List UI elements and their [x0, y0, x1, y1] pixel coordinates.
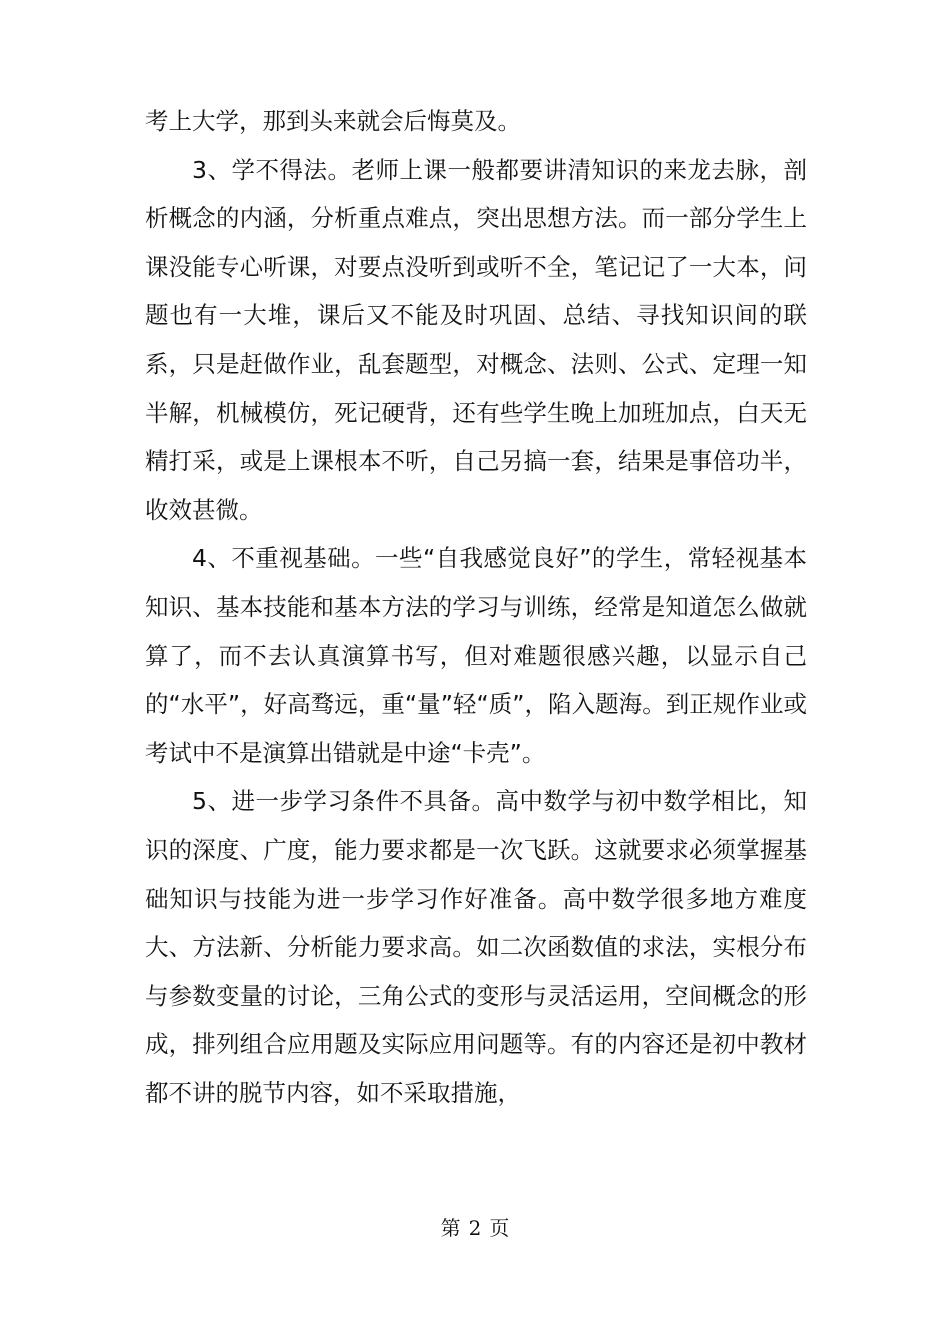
body-text [145, 97, 807, 1117]
page-label-prefix: 第 [440, 1216, 461, 1240]
paragraph-continuation: 考上大学，那到头来就会后悔莫及。 [145, 107, 521, 135]
paragraph-point-3: 3、学不得法。老师上课一般都要讲清知识的来龙去脉，剖析概念的内涵，分析重点难点，突出思想方法。而一部分学生上课没能专心听课，对要点没听到或听不全，笔记记了一大本，问题也有一大堆，课后又不能及时巩固、总结、寻找知识间的联系，只是赶做作业，乱套题型，对概念、法则、公式、定理一知半解，机械模仿，死记硬背，还有些学生晚上加班加点，白天无精打采，或是上课根本不听，自己另搞一套，结果是事倍功半，收效甚微。 [145, 155, 807, 524]
page-label-suffix: 页 [489, 1216, 510, 1240]
page-footer [0, 1214, 950, 1242]
page-number: 2 [468, 1216, 482, 1240]
paragraph-point-4: 4、不重视基础。一些“自我感觉良好”的学生，常轻视基本知识、基本技能和基本方法的学习与训练，经常是知道怎么做就算了，而不去认真演算书写，但对难题很感兴趣，以显示自己的“水平”，好高骛远，重“量”轻“质”，陷入题海。到正规作业或考试中不是演算出错就是中途“卡壳”。 [145, 544, 807, 767]
paragraph-point-5: 5、进一步学习条件不具备。高中数学与初中数学相比，知识的深度、广度，能力要求都是一次飞跃。这就要求必须掌握基础知识与技能为进一步学习作好准备。高中数学很多地方难度大、方法新、分析能力要求高。如二次函数值的求法，实根分布与参数变量的讨论，三角公式的变形与灵活运用，空间概念的形成，排列组合应用题及实际应用问题等。有的内容还是初中教材都不讲的脱节内容，如不采取措施， [145, 787, 807, 1107]
